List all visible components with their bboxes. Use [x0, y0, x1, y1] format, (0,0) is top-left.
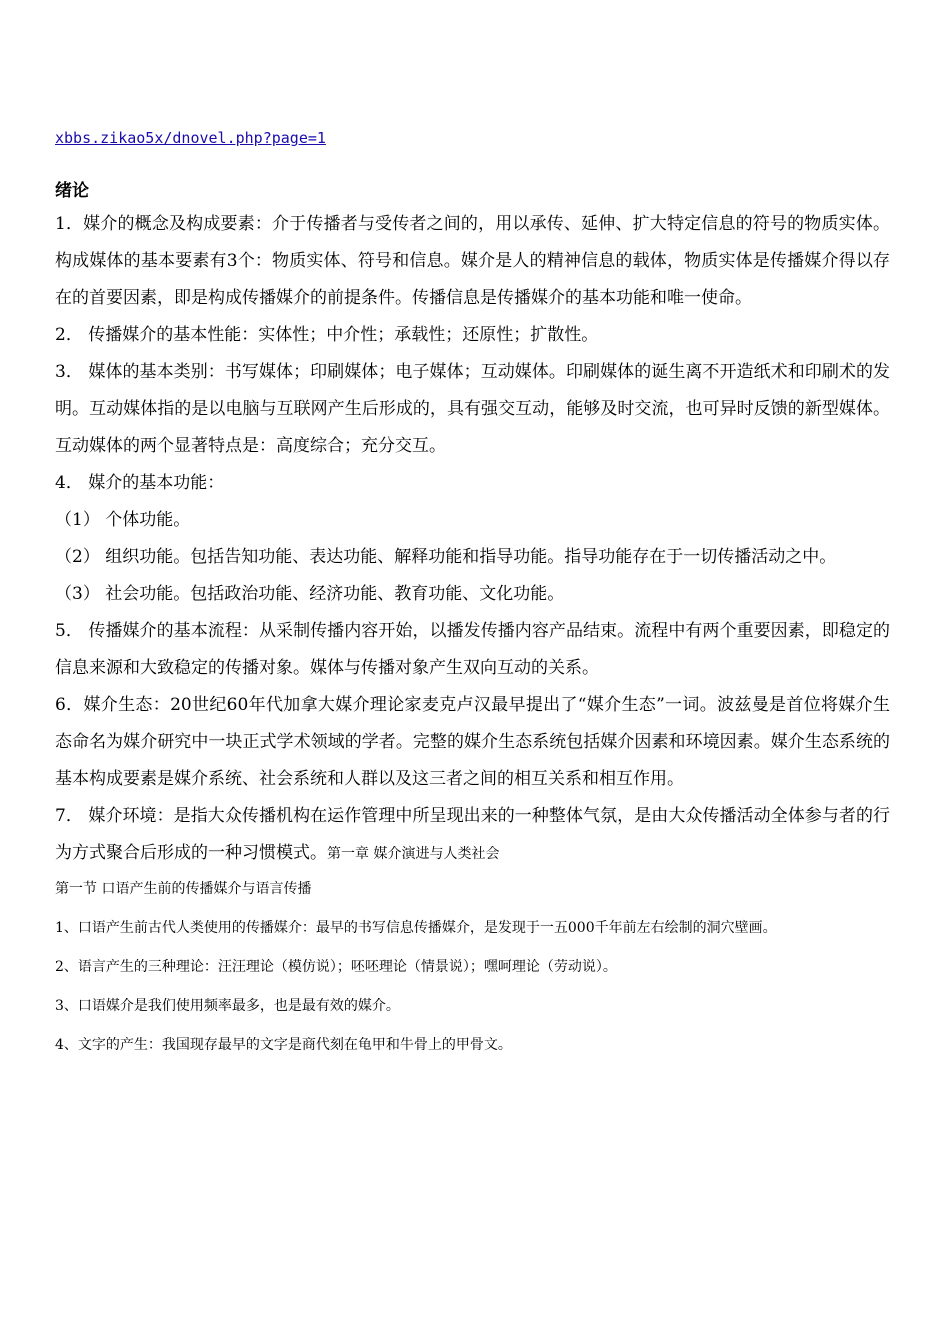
paragraph-4-2: （2） 组织功能。包括告知功能、表达功能、解释功能和指导功能。指导功能存在于一切传播活动之中。: [55, 547, 837, 567]
paragraph-7-text: 7． 媒介环境：是指大众传播机构在运作管理中所呈现出来的一种整体气氛，是由大众传播活动全体参与者的行为方式聚合后形成的一种习惯模式。: [55, 806, 890, 863]
section-heading: 绪论: [55, 181, 89, 201]
list-item-4: 4、文字的产生：我国现存最早的文字是商代刻在龟甲和牛骨上的甲骨文。: [55, 1037, 512, 1053]
paragraph-4-3: （3） 社会功能。包括政治功能、经济功能、教育功能、文化功能。: [55, 584, 565, 604]
paragraph-4-1: （1） 个体功能。: [55, 510, 191, 530]
chapter-title: 第一章 媒介演进与人类社会: [327, 846, 500, 862]
paragraph-2: 2． 传播媒介的基本性能：实体性；中介性；承载性；还原性；扩散性。: [55, 325, 599, 345]
paragraph-1: 1．媒介的概念及构成要素：介于传播者与受传者之间的，用以承传、延伸、扩大特定信息的符号的物质实体。构成媒体的基本要素有3个：物质实体、符号和信息。媒介是人的精神信息的载体，物质实体是传播媒介得以存在的首要因素，即是构成传播媒介的前提条件。传播信息是传播媒介的基本功能和唯一使命。: [55, 214, 890, 308]
list-item-3: 3、口语媒介是我们使用频率最多，也是最有效的媒介。: [55, 998, 400, 1014]
list-item-1: 1、口语产生前古代人类使用的传播媒介：最早的书写信息传播媒介，是发现于一五000千年前左右绘制的洞穴壁画。: [55, 920, 777, 936]
paragraph-6: 6．媒介生态：20世纪60年代加拿大媒介理论家麦克卢汉最早提出了“媒介生态”一词。波兹曼是首位将媒介生态命名为媒介研究中一块正式学术领域的学者。完整的媒介生态系统包括媒介因素和环境因素。媒介生态系统的基本构成要素是媒介系统、社会系统和人群以及这三者之间的相互关系和相互作用。: [55, 695, 890, 789]
paragraph-4: 4． 媒介的基本功能：: [55, 473, 225, 493]
paragraph-3: 3． 媒体的基本类别：书写媒体；印刷媒体；电子媒体；互动媒体。印刷媒体的诞生离不开造纸术和印刷术的发明。互动媒体指的是以电脑与互联网产生后形成的，具有强交互动，能够及时交流，也可异时反馈的新型媒体。互动媒体的两个显著特点是：高度综合；充分交互。: [55, 362, 890, 456]
paragraph-5: 5． 传播媒介的基本流程：从采制传播内容开始，以播发传播内容产品结束。流程中有两个重要因素，即稳定的信息来源和大致稳定的传播对象。媒体与传播对象产生双向互动的关系。: [55, 621, 890, 678]
list-item-2: 2、语言产生的三种理论：汪汪理论（模仿说）；呸呸理论（情景说）；嘿呵理论（劳动说）。: [55, 959, 617, 975]
document-body: [55, 206, 890, 1062]
section-title: 第一节 口语产生前的传播媒介与语言传播: [55, 881, 312, 897]
source-link[interactable]: xbbs.zikao5x/dnovel.php?page=1: [55, 129, 326, 147]
paragraph-7: [55, 798, 890, 873]
